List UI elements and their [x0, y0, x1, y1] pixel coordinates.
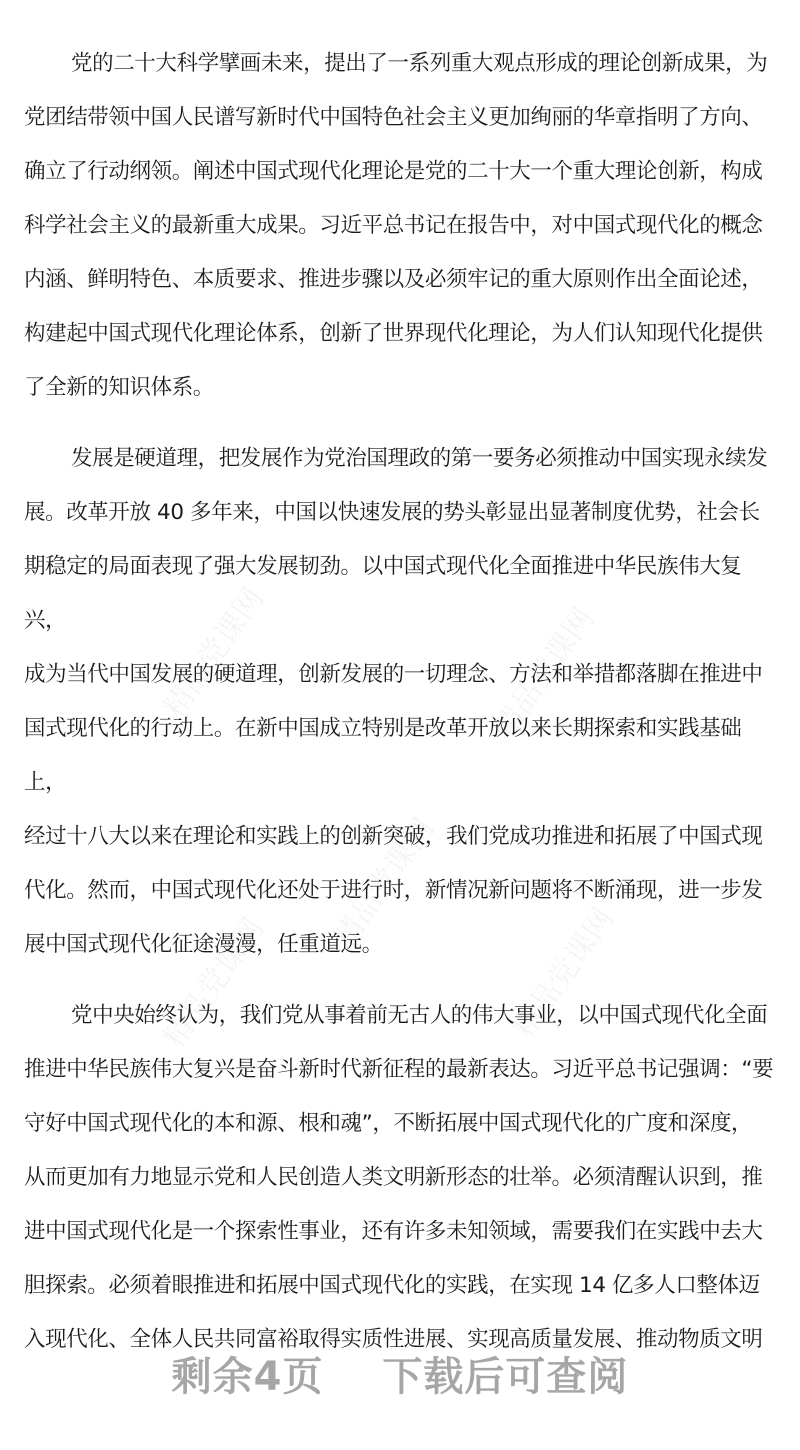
- text-line: 胆探索。必须着眼推进和拓展中国式现代化的实践，在实现 14 亿多人口整体迈: [24, 1273, 760, 1298]
- text-line: 确立了行动纲领。阐述中国式现代化理论是党的二十大一个重大理论创新，构成: [24, 159, 763, 184]
- text-line: 构建起中国式现代化理论体系，创新了世界现代化理论，为人们认知现代化提供: [24, 321, 763, 346]
- text-line: 党中央始终认为，我们党从事着前无古人的伟大事业，以中国式现代化全面: [71, 1003, 768, 1028]
- text-line: 展中国式现代化征途漫漫，任重道远。: [24, 932, 383, 957]
- text-line: 代化。然而，中国式现代化还处于进行时，新情况新问题将不断涌现，进一步发: [24, 878, 763, 903]
- text-line: 展。改革开放 40 多年来，中国以快速发展的势头彰显出显著制度优势，社会长: [24, 500, 760, 525]
- text-line: 守好中国式现代化的本和源、根和魂”，不断拓展中国式现代化的广度和深度，: [24, 1111, 753, 1136]
- text-line: 了全新的知识体系。: [24, 375, 214, 400]
- text-line: 推进中华民族伟大复兴是奋斗新时代新征程的最新表达。习近平总书记强调：“要: [24, 1057, 774, 1082]
- text-line: 从而更加有力地显示党和人民创造人类文明新形态的壮举。必须清醒认识到，推: [24, 1165, 763, 1190]
- document-body: [24, 37, 776, 1384]
- text-line: 党团结带领中国人民谱写新时代中国特色社会主义更加绚丽的华章指明了方向、: [24, 105, 763, 130]
- paragraph: [24, 432, 776, 972]
- text-line: 入现代化、全体人民共同富裕取得实质性进展、实现高质量发展、推动物质文明: [24, 1327, 763, 1352]
- text-line: 期稳定的局面表现了强大发展韧劲。以中国式现代化全面推进中华民族伟大复兴，: [24, 554, 742, 633]
- paragraph: [24, 989, 776, 1367]
- text-line: 党的二十大科学擘画未来，提出了一系列重大观点形成的理论创新成果，为: [71, 51, 768, 76]
- download-to-view-label[interactable]: 下载后可查阅: [382, 1354, 629, 1400]
- remaining-pages-label: 剩余4页: [171, 1354, 324, 1400]
- text-line: 发展是硬道理，把发展作为党治国理政的第一要务必须推动中国实现永续发: [71, 446, 768, 471]
- paragraph: [24, 37, 776, 415]
- text-line: 成为当代中国发展的硬道理，创新发展的一切理念、方法和举措都落脚在推进中: [24, 662, 763, 687]
- text-line: 经过十八大以来在理论和实践上的创新突破，我们党成功推进和拓展了中国式现: [24, 824, 763, 849]
- download-prompt[interactable]: [0, 1345, 800, 1402]
- text-line: 内涵、鲜明特色、本质要求、推进步骤以及必须牢记的重大原则作出全面论述，: [24, 267, 763, 292]
- text-line: 国式现代化的行动上。在新中国成立特别是改革开放以来长期探索和实践基础上，: [24, 716, 742, 795]
- text-line: 进中国式现代化是一个探索性事业，还有许多未知领域，需要我们在实践中去大: [24, 1219, 763, 1244]
- text-line: 科学社会主义的最新重大成果。习近平总书记在报告中，对中国式现代化的概念: [24, 213, 763, 238]
